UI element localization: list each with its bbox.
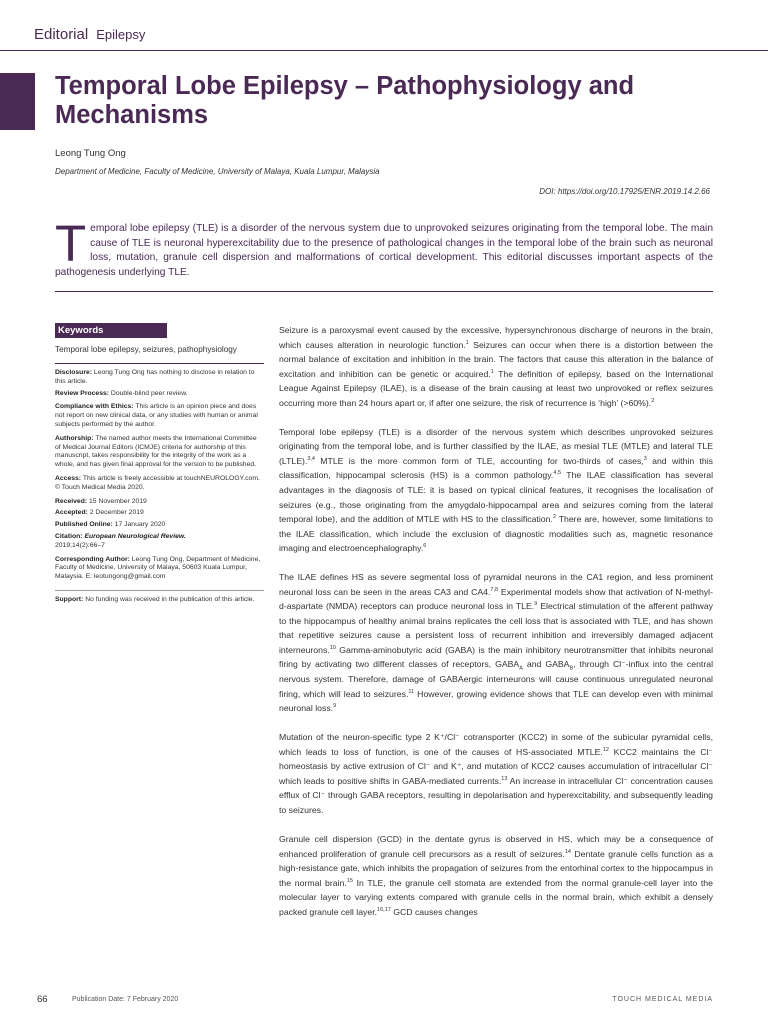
publication-date: Publication Date: 7 February 2020 bbox=[72, 996, 179, 1003]
accepted-date: Accepted: 2 December 2019 bbox=[55, 509, 144, 517]
publisher-brand: TOUCH MEDICAL MEDIA bbox=[612, 996, 713, 1003]
body-paragraph: Mutation of the neuron-specific type 2 K⁺/Cl⁻ cotransporter (KCC2) in some of the subicular pyramidal cells, which leads to loss of function, is one of the causes of HS-associated MTLE.$^{12}$ KCC2 maintains the Cl⁻ homeostasis by active extrusion of Cl⁻ and K⁺, and mutation of KCC2 causes accumulation of intracellular Cl⁻ which leads to positive shifts in GABA-mediated currents.$^{13}$ An increase in intracellular Cl⁻ concentration causes efflux of Cl⁻ through GABA receptors, resulting in depolarisation and hyperexcitability, and subsequently leading to seizures. bbox=[279, 732, 713, 815]
article-metadata bbox=[55, 369, 264, 605]
section-label: Editorial bbox=[34, 26, 89, 43]
article-body bbox=[279, 323, 713, 934]
body-paragraph: The ILAE defines HS as severe segmental loss of pyramidal neurons in the CA1 region, and less prominent neuronal loss can be seen in the areas CA3 and CA4.$^{7,8}$ Experimental models show that activation of N-methyl-d-aspartate (NMDA) receptors can produce neuronal loss in TLE.$^9$ Electrical stimulation of the afferent pathway to the hippocampus of healthy animal brains replicates the cell loss that is associated with TLE, and has shown that repetitive seizures cause a persistent loss of recurrent inhibition and irreversibly damaged adjacent interneurons.$^{10}$ Gamma-aminobutyric acid (GABA) is the main inhibitory neurotransmitter that inhibits neuronal firing by activating two different classes of receptors, $GABA_A$ and $GABA_B$, through Cl⁻-influx into the central nervous system. Therefore, damage of GABAergic interneurons will cause continuous unregulated neuronal firing, which will lead to seizures.$^{11}$ However, growing evidence shows that TLE can develop even with minimal neuronal loss.$^9$ bbox=[279, 572, 714, 714]
keywords-heading: Keywords bbox=[55, 323, 167, 338]
support-divider bbox=[55, 590, 264, 591]
title-accent-block bbox=[0, 73, 35, 130]
access: Access: This article is freely accessible at touchNEUROLOGY.com. © Touch Medical Media 2020. bbox=[55, 474, 260, 491]
citation: Citation: European Neurological Review. 2019;14(2):66–7 bbox=[55, 532, 186, 549]
keywords-divider bbox=[55, 363, 264, 364]
review-process: Review Process: Double-blind peer review. bbox=[55, 389, 188, 397]
corresponding-author: Corresponding Author: Leong Tung Ong, Department of Medicine, Faculty of Medicine, University of Malaya, 50603 Kuala Lumpur, Malaysia. E: leotungong@gmail.com bbox=[55, 555, 261, 581]
authorship: Authorship: The named author meets the International Committee of Medical Journal Editors (ICMJE) criteria for authorship of this manuscript, takes responsibility for the integrity of the work as a whole, and has given final approval for the version to be published. bbox=[55, 434, 257, 469]
support: Support: No funding was received in the publication of this article. bbox=[55, 595, 255, 603]
abstract-dropcap: T bbox=[55, 215, 87, 272]
header-divider bbox=[0, 50, 768, 51]
subsection-label: Epilepsy bbox=[96, 27, 146, 42]
received-date: Received: 15 November 2019 bbox=[55, 497, 147, 505]
article-sidebar bbox=[55, 323, 264, 605]
body-paragraph: Granule cell dispersion (GCD) in the dentate gyrus is observed in HS, which may be a consequence of enhanced proliferation of granule cell precursors as a result of seizures.$^{14}$ Dentate granule cells function as a high-resistance gate, which inhibits the propagation of seizures from the entorhinal cortex to the hippocampus in the normal brain.$^{15}$ In TLE, the granule cell stomata are extended from the normal granule-cell layer into the molecular layer to varying extents compared with granule cells in the normal brain, which exhibit a densely packed granule cell layer.$^{16,17}$ GCD causes changes bbox=[279, 833, 713, 917]
running-header bbox=[34, 26, 145, 43]
ethics: Compliance with Ethics: This article is an opinion piece and does not report on new clinical data, or any studies with human or animal subjects performed by the author. bbox=[55, 403, 258, 428]
published-date: Published Online: 17 January 2020 bbox=[55, 521, 166, 529]
page-number: 66 bbox=[37, 994, 48, 1005]
author-affiliation: Department of Medicine, Faculty of Medicine, University of Malaya, Kuala Lumpur, Malaysia bbox=[55, 167, 380, 176]
abstract-text: emporal lobe epilepsy (TLE) is a disorder of the nervous system due to unprovoked seizures originating from the temporal lobe. The main cause of TLE is neuronal hyperexcitability due to the presence of pathological changes in the temporal lobe of the brain such as neuronal loss, mutation, granule cell dispersion and malformations of cortical development. This editorial discusses important aspects of the pathogenesis underlying TLE. bbox=[55, 223, 713, 279]
author-name: Leong Tung Ong bbox=[55, 148, 126, 159]
body-paragraph: Temporal lobe epilepsy (TLE) is a disorder of the nervous system which describes unprovoked seizures originating from the temporal lobe, and is further classified by the ILAE, as mesial TLE (MTLE) and lateral TLE (LTLE).$^{3,4}$ MTLE is the more common form of TLE, accounting for two-thirds of cases,$^3$ and within this classification, hippocampal sclerosis (HS) is a common pathology.$^{4,5}$ The ILAE classification has several advantages in the diagnosis of TLE: it is based on typical clinical features, it recognises the localisation of seizures (e.g., those originating from the amygdalo-hippocampal area and seizures coming from the lateral temporal lobe), and the addition of MTLE with HS to the classification.$^2$ There are, however, some limitations to the ILAE classification, which include the exclusion of diagnostic modalities such as, magnetic resonance imaging and electroencephalography.$^6$ bbox=[279, 426, 714, 554]
keywords-text: Temporal lobe epilepsy, seizures, pathophysiology bbox=[55, 345, 237, 354]
abstract bbox=[55, 215, 713, 281]
disclosure: Disclosure: Leong Tung Ong has nothing to disclose in relation to this article. bbox=[55, 369, 255, 385]
body-paragraph: Seizure is a paroxysmal event caused by the excessive, hypersynchronous discharge of neurons in the brain, which causes alteration in neurologic function.$^1$ Seizures can occur when there is a distortion between the normal balance of excitation and inhibition in the brain. The factors that cause this alteration in the balance of excitation and inhibition can be genetic or acquired.$^1$ The definition of epilepsy, based on the International League Against Epilepsy (ILAE), is a disease of the brain causing at least two unprovoked or reflex seizures occurring more than 24 hours apart or, if after one seizure, the risk of recurrence is ‘high’ (>60%).$^2$ bbox=[279, 325, 713, 408]
page-footer bbox=[0, 994, 768, 1008]
abstract-divider bbox=[55, 291, 713, 292]
article-title: Temporal Lobe Epilepsy – Pathophysiology and Mechanisms bbox=[55, 72, 635, 129]
doi-link[interactable]: DOI: https://doi.org/10.17925/ENR.2019.14.2.66 bbox=[539, 187, 710, 196]
